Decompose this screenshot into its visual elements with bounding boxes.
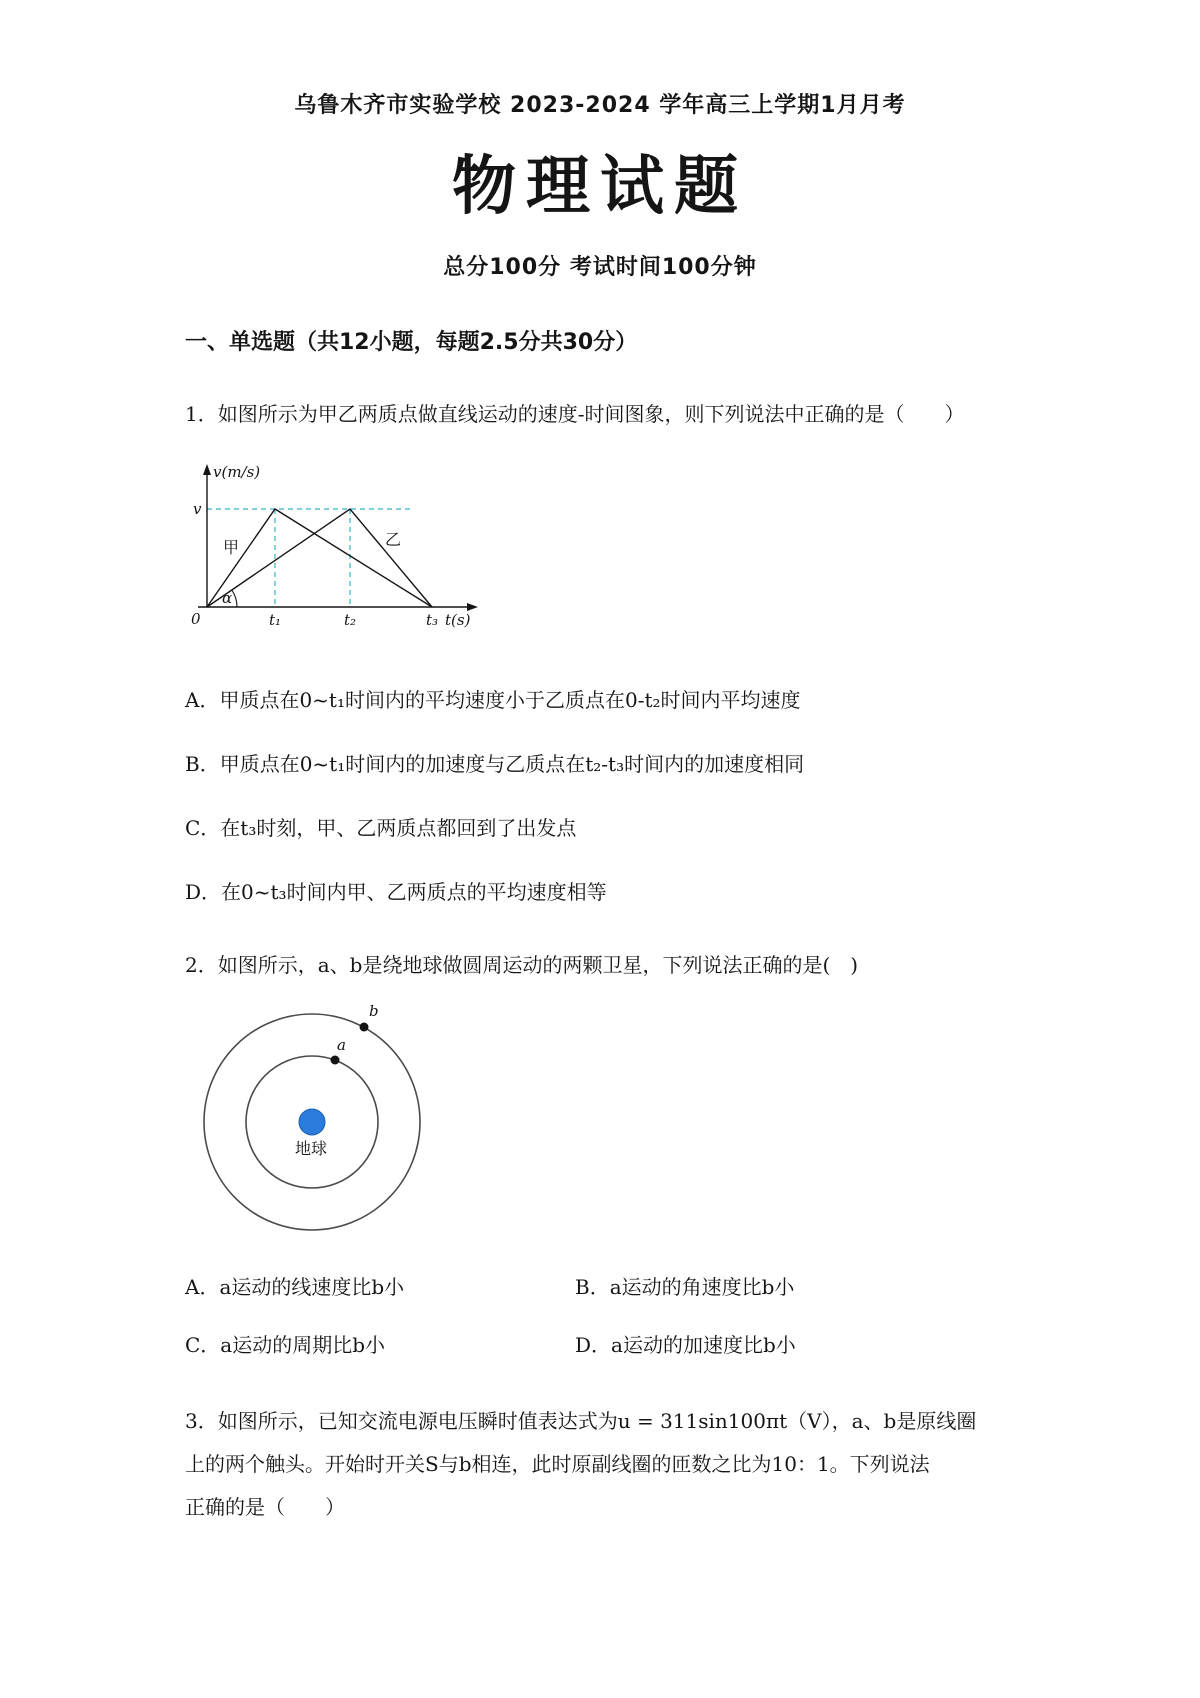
exam-subtitle: 总分100分 考试时间100分钟 [443, 254, 757, 280]
y-axis-label: v(m/s) [213, 462, 261, 481]
q3-line-3: 正确的是（ ） [185, 1494, 345, 1519]
alpha-angle-arc [232, 590, 237, 607]
x-axis-arrow [467, 603, 478, 611]
earth-dot [299, 1109, 325, 1135]
x-axis-label: t(s) [445, 610, 471, 629]
q1-option-c: C．在t₃时刻，甲、乙两质点都回到了出发点 [185, 815, 577, 840]
alpha-label: α [222, 588, 233, 607]
question-3-stem [185, 1400, 1015, 1529]
q2-option-d: D．a运动的加速度比b小 [575, 1332, 796, 1357]
earth-label: 地球 [295, 1138, 328, 1158]
curve-yi-label: 乙 [385, 529, 402, 549]
satellite-b-label: b [369, 1001, 379, 1020]
question-1-stem: 1．如图所示为甲乙两质点做直线运动的速度-时间图象，则下列说法中正确的是（ ） [185, 401, 965, 426]
curve-jia-label: 甲 [223, 537, 240, 557]
q1-figure [187, 457, 1015, 651]
q3-line-1: 3．如图所示，已知交流电源电压瞬时值表达式为u = 311sin100πt（V），a、b是原线圈 [185, 1408, 977, 1433]
t3-label: t₃ [426, 610, 439, 629]
satellite-b-dot [360, 1022, 369, 1031]
q1-option-b: B．甲质点在0~t₁时间内的加速度与乙质点在t₂-t₃时间内的加速度相同 [185, 751, 805, 776]
q2-option-c: C．a运动的周期比b小 [185, 1332, 386, 1357]
q2-option-a: A．a运动的线速度比b小 [185, 1274, 405, 1299]
origin-label: 0 [191, 609, 201, 628]
satellite-a-dot [331, 1055, 340, 1064]
q1-option-d: D．在0~t₃时间内甲、乙两质点的平均速度相等 [185, 879, 607, 904]
school-header: 乌鲁木齐市实验学校 2023-2024 学年高三上学期1月月考 [294, 93, 906, 118]
q2-figure [187, 998, 1015, 1244]
exam-title: 物理试题 [452, 149, 748, 224]
q1-option-a: A．甲质点在0~t₁时间内的平均速度小于乙质点在0-t₂时间内平均速度 [185, 687, 801, 712]
t1-label: t₁ [269, 610, 282, 629]
t2-label: t₂ [344, 610, 357, 629]
q3-line-2: 上的两个触头。开始时开关S与b相连，此时原副线圈的匝数之比为10：1。下列说法 [185, 1451, 930, 1476]
satellite-a-label: a [337, 1035, 346, 1054]
q1-velocity-time-graph [187, 457, 497, 647]
v-level-label: v [193, 499, 202, 518]
q2-orbit-diagram [187, 998, 457, 1240]
section-1-heading: 一、单选题（共12小题，每题2.5分共30分） [185, 329, 638, 355]
q2-option-b: B．a运动的角速度比b小 [575, 1274, 795, 1299]
curve-jia [207, 509, 432, 607]
y-axis-arrow [203, 464, 211, 475]
q2-options [185, 1272, 1015, 1360]
question-2-stem: 2．如图所示，a、b是绕地球做圆周运动的两颗卫星，下列说法正确的是( ) [185, 952, 859, 977]
